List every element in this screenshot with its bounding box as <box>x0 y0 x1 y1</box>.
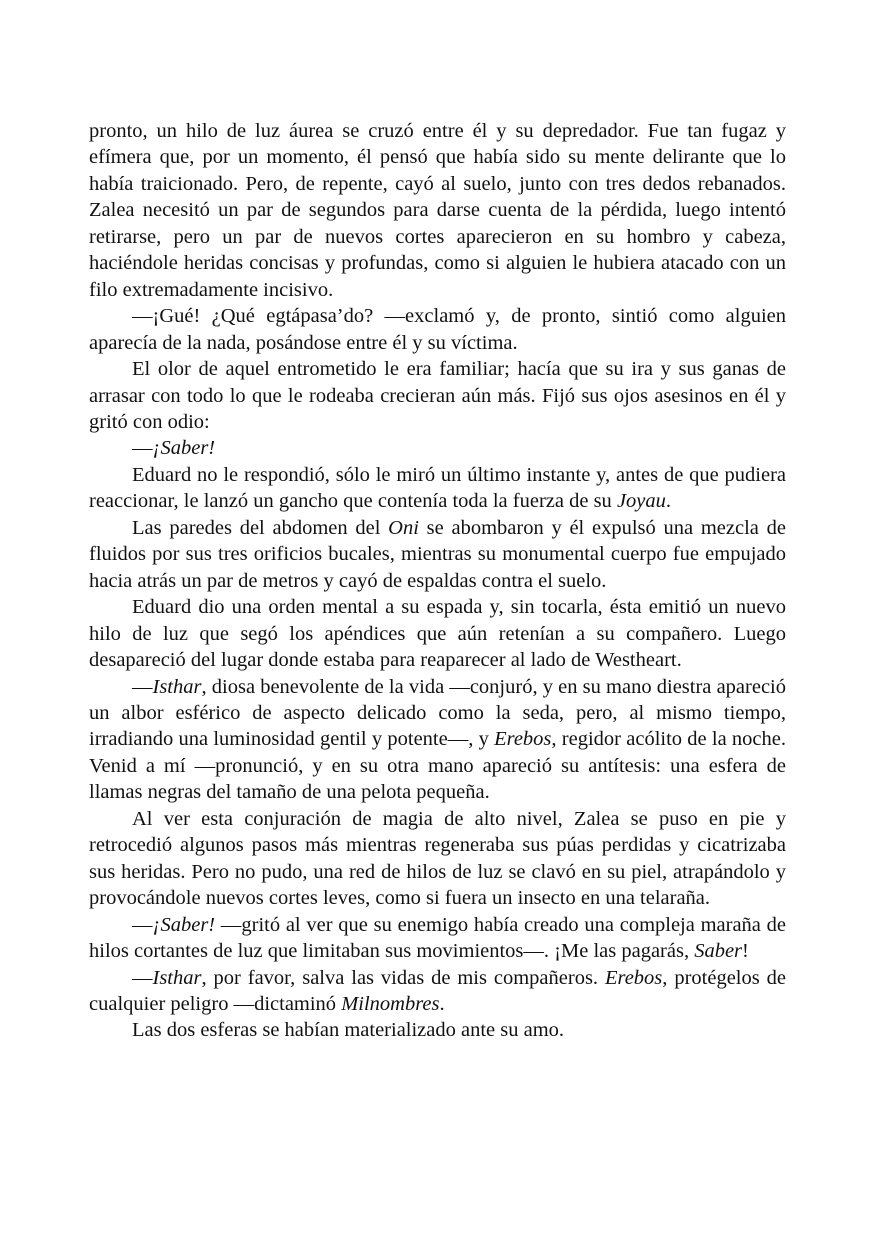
book-page <box>89 118 786 1044</box>
text-run: — <box>132 437 153 460</box>
paragraph <box>89 118 786 303</box>
italic-text: Erebos <box>604 966 663 989</box>
paragraph <box>89 674 786 806</box>
text-run: — <box>132 675 153 698</box>
text-run: Eduard no le respondió, sólo le miró un último instante y, antes de que pudiera reaccionar, le lanzó un gancho que contenía toda la fuerza de su <box>89 463 786 513</box>
text-run: — <box>132 913 153 936</box>
italic-text: Isthar <box>152 966 202 989</box>
text-run: Las dos esferas se habían materializado ante su amo. <box>132 1019 565 1042</box>
text-run: , por favor, salva las vidas de mis compañeros. <box>201 966 605 989</box>
italic-text: ¡Saber! <box>152 913 216 936</box>
text-run: , protégelos de cualquier peligro —dictaminó <box>89 966 786 1015</box>
text-run: pronto, un hilo de luz áurea se cruzó entre él y su depredador. Fue tan fugaz y efímera que, por un momento, él pensó que había sido su mente delirante que lo había traicionado. Pero, de repente, cayó al suelo, junto con tres dedos rebanados. Zalea necesitó un par de segundos para darse cuenta de la pérdida, luego intentó retirarse, pero un par de nuevos cortes aparecieron en su hombro y cabeza, haciéndole heridas concisas y profundas, como si alguien le hubiera atacado con un filo extremadamente incisivo. <box>89 120 786 301</box>
paragraph <box>89 303 786 356</box>
text-run: . <box>439 992 445 1015</box>
paragraph <box>89 1017 786 1043</box>
paragraph <box>89 515 786 594</box>
paragraph <box>89 594 786 673</box>
text-run: ! <box>742 940 749 963</box>
italic-text: Joyau <box>616 490 666 513</box>
text-run: , diosa benevolente de la vida —conjuró, y en su mano diestra apareció un albor esférico de aspecto delicado como la seda, pero, al mismo tiempo, irradiando una luminosidad gentil y potente—, y <box>89 675 786 751</box>
text-run: — <box>132 966 153 989</box>
italic-text: ¡Saber! <box>152 437 216 460</box>
italic-text: Isthar <box>152 675 202 698</box>
paragraph <box>89 462 786 515</box>
text-run: , regidor acólito de la noche. Venid a mí —pronunció, y en su otra mano apareció su antítesis: una esfera de llamas negras del tamaño de una pelota pequeña. <box>89 728 786 804</box>
text-run: —¡Gué! ¿Qué egtápasa’do? —exclamó y, de pronto, sintió como alguien aparecía de la nada, posándose entre él y su víctima. <box>89 305 786 354</box>
text-run: . <box>665 490 672 513</box>
paragraph <box>89 912 786 965</box>
text-run: —gritó al ver que su enemigo había creado una compleja maraña de hilos cortantes de luz que limitaban sus movimientos—. ¡Me las pagarás, <box>89 913 786 963</box>
paragraph <box>89 356 786 435</box>
italic-text: Erebos <box>494 728 552 751</box>
text-run: Al ver esta conjuración de magia de alto nivel, Zalea se puso en pie y retrocedió algunos pasos más mientras regeneraba sus púas perdidas y cicatrizaba sus heridas. Pero no pudo, una red de hilos de luz se clavó en su piel, atrapándolo y provocándole nuevos cortes leves, como si fuera un insecto en una telaraña. <box>89 807 786 910</box>
paragraph <box>89 965 786 1018</box>
text-run: Las paredes del abdomen del <box>132 516 389 539</box>
italic-text: Saber <box>694 940 743 963</box>
paragraph <box>89 806 786 912</box>
text-run: Eduard dio una orden mental a su espada y, sin tocarla, ésta emitió un nuevo hilo de luz que segó los apéndices que aún retenían a su compañero. Luego desapareció del lugar donde estaba para reaparecer al lado de Westheart. <box>89 596 786 672</box>
italic-text: Oni <box>388 516 419 539</box>
italic-text: Milnombres <box>341 992 440 1015</box>
text-run: El olor de aquel entrometido le era familiar; hacía que su ira y sus ganas de arrasar con todo lo que le rodeaba crecieran aún más. Fijó sus ojos asesinos en él y gritó con odio: <box>89 358 786 433</box>
paragraph <box>89 435 786 461</box>
text-run: se abombaron y él expulsó una mezcla de fluidos por sus tres orificios bucales, mientras su monumental cuerpo fue empujado hacia atrás un par de metros y cayó de espaldas contra el suelo. <box>89 516 786 592</box>
